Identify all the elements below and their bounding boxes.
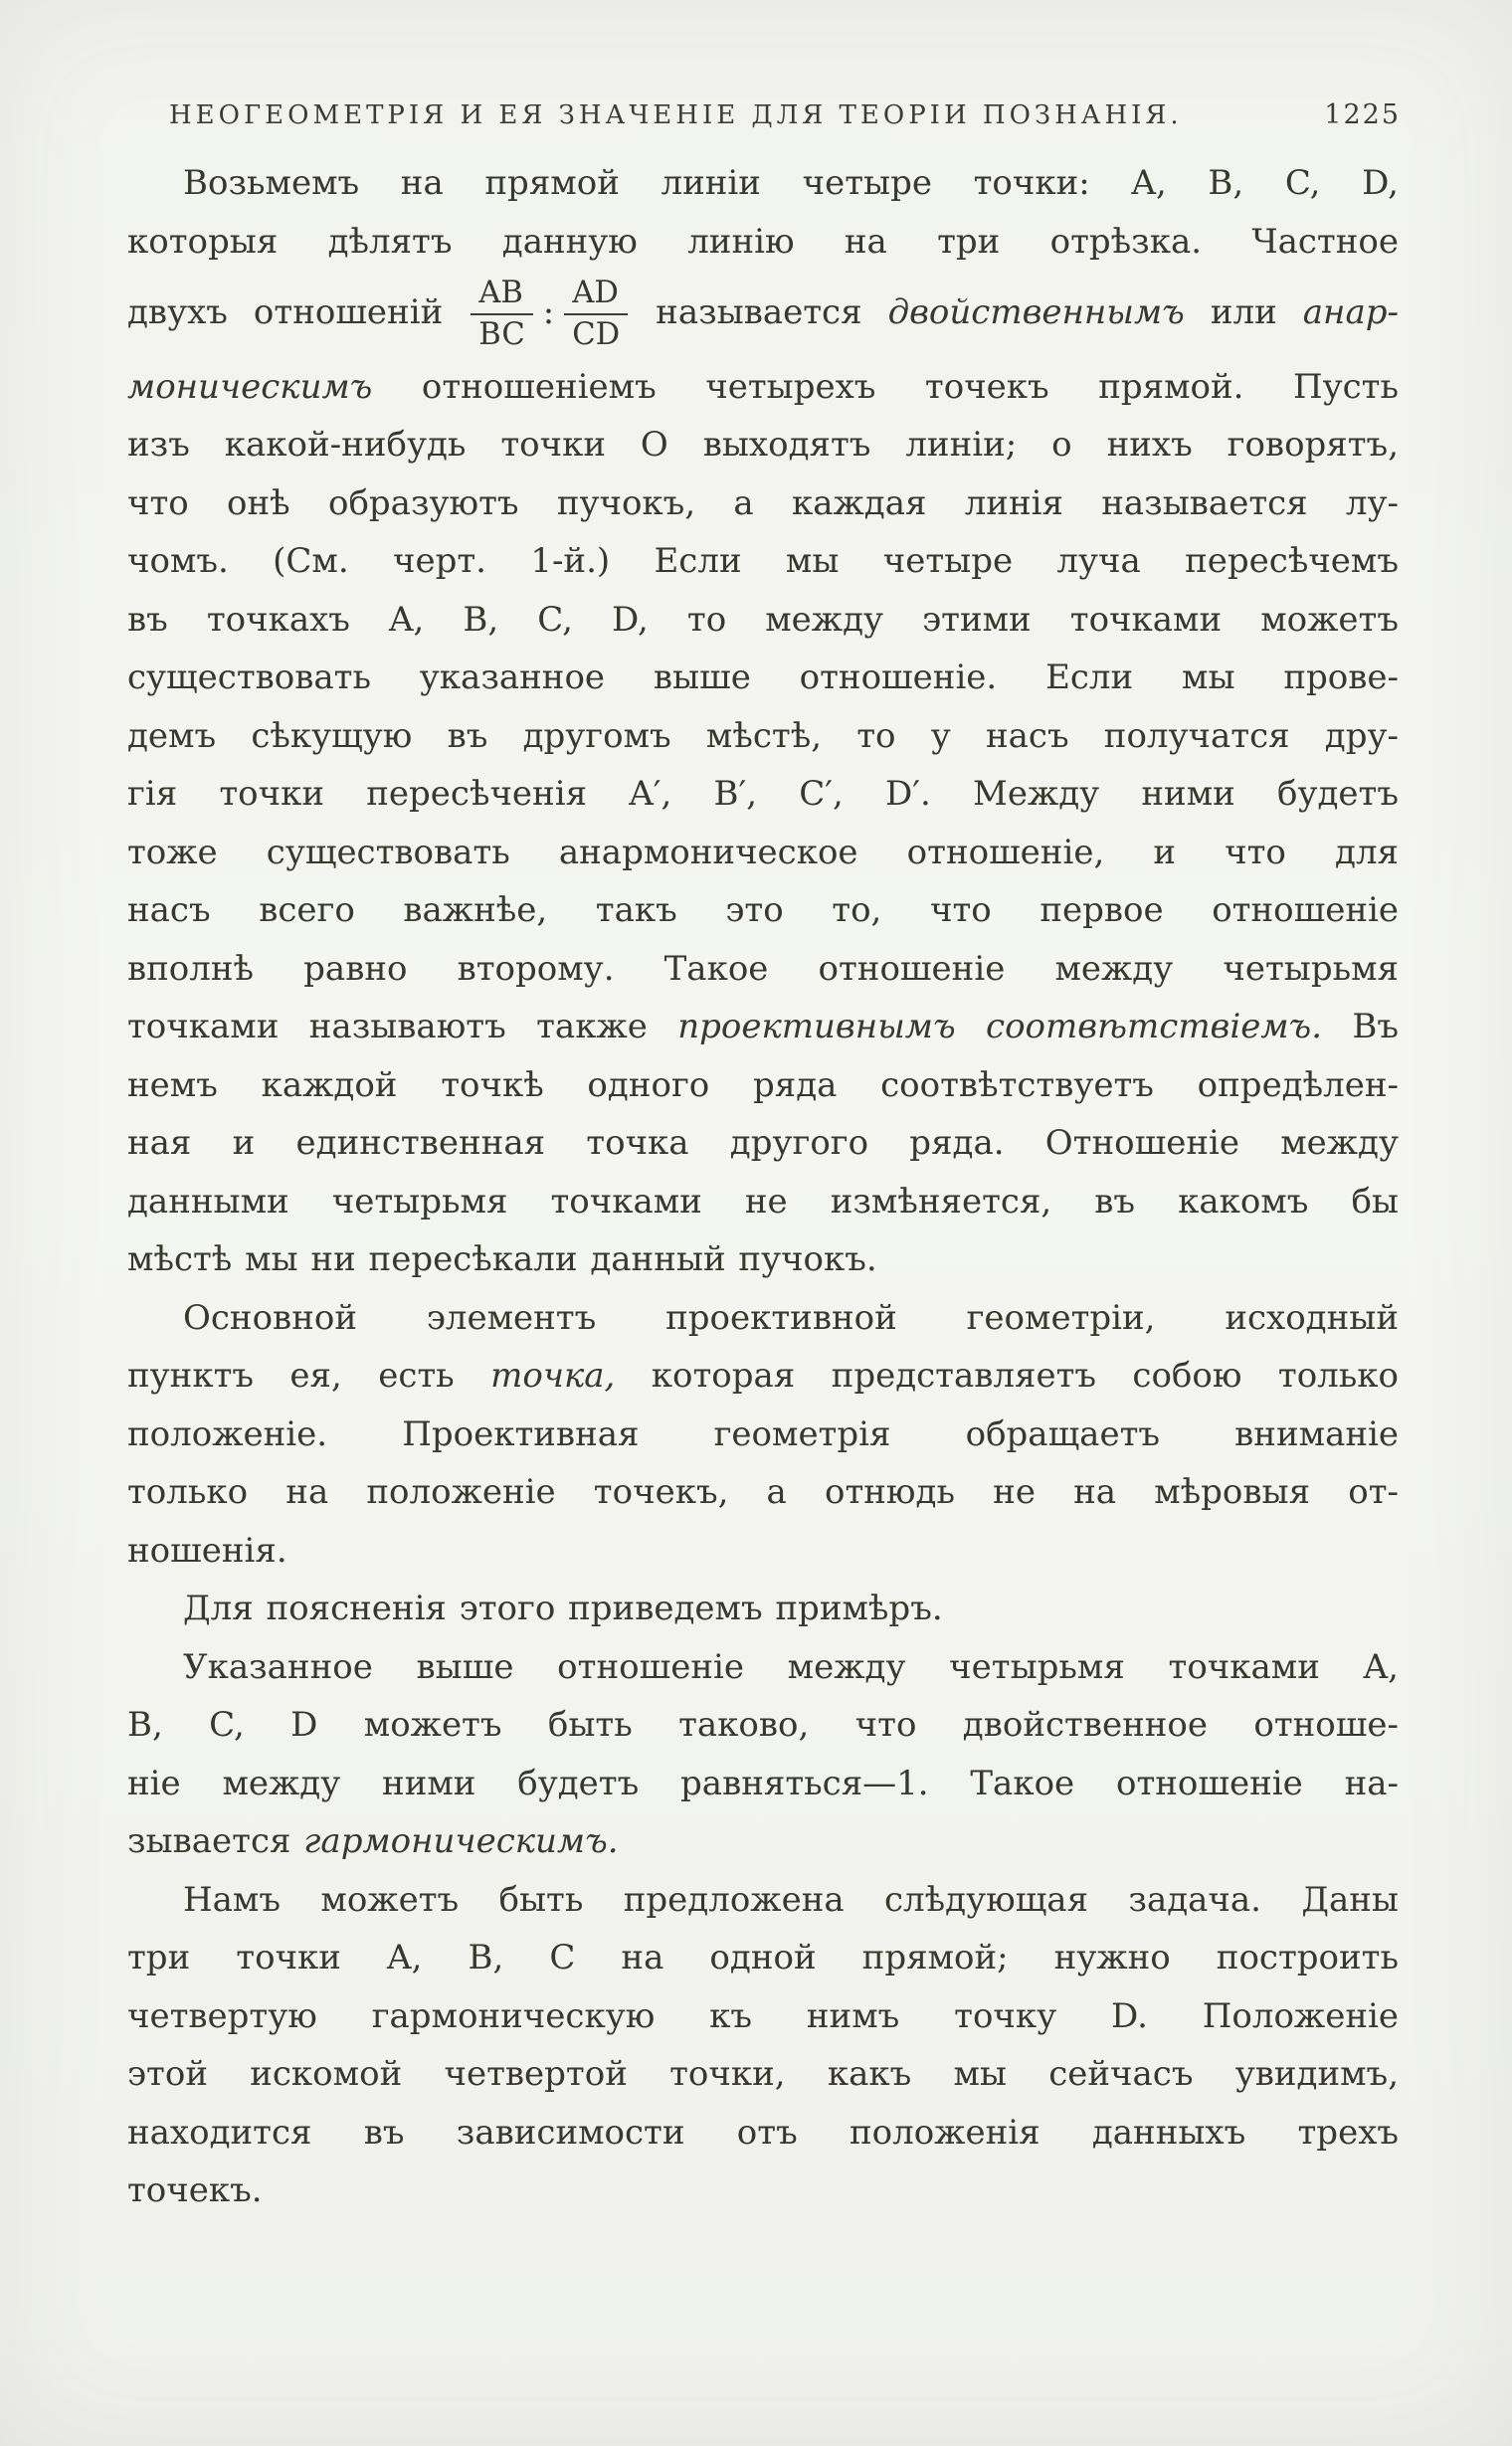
text-segment: пунктъ ея, есть — [127, 1356, 491, 1397]
text-line — [127, 998, 1399, 1056]
text-line: этой искомой четвертой точки, какъ мы сейчасъ увидимъ, — [127, 2054, 1399, 2095]
text-line: находится въ зависимости отъ положенія данныхъ трехъ — [127, 2112, 1399, 2153]
text-line — [127, 1347, 1399, 1406]
text-line: ніе между ними будетъ равняться—1. Такое отношеніе на- — [127, 1763, 1399, 1803]
text-line: тоже существовать анармоническое отношеніе, и что для — [127, 832, 1399, 872]
page-header — [169, 99, 1401, 130]
italic-term: точка, — [490, 1356, 616, 1397]
text-line: Указанное выше отношеніе между четырьмя точками A, — [183, 1646, 1399, 1687]
paragraph — [127, 1580, 1399, 1638]
fraction-ad-cd — [562, 271, 630, 358]
text-line: гія точки пересѣченія A′, B′, C′, D′. Между ними будетъ — [127, 774, 1399, 815]
ratio-colon: : — [542, 291, 555, 332]
text-segment: зывается — [127, 1821, 304, 1862]
fraction-ab-bc — [469, 271, 534, 358]
italic-term: проективнымъ соотвѣтствіемъ. — [677, 1007, 1323, 1047]
text-segment: отношеніемъ четырехъ точекъ прямой. Пусть — [372, 366, 1399, 407]
paragraph — [127, 1638, 1399, 1871]
body-text — [127, 154, 1399, 2220]
text-line — [127, 1812, 1399, 1871]
text-segment: двухъ отношеній — [127, 291, 470, 332]
italic-term: гармоническимъ. — [303, 1821, 619, 1862]
text-line: ная и единственная точка другого ряда. Отношеніе между — [127, 1123, 1399, 1164]
text-line: которыя дѣлятъ данную линію на три отрѣзка. Частное — [127, 221, 1399, 262]
italic-term: анар- — [1302, 291, 1399, 332]
text-line: изъ какой-нибудь точки O выходятъ линіи; о нихъ говорятъ, — [127, 425, 1399, 466]
text-line: B, C, D можетъ быть таково, что двойственное отноше- — [127, 1705, 1399, 1746]
fraction-denominator: CD — [564, 313, 628, 355]
text-segment: или — [1184, 291, 1303, 332]
paragraph — [127, 1871, 1399, 2220]
text-line: Намъ можетъ быть предложена слѣдующая задача. Даны — [183, 1879, 1399, 1920]
page-number: 1225 — [1324, 99, 1401, 130]
text-line: положеніе. Проективная геометрія обращаетъ вниманіе — [127, 1413, 1399, 1454]
text-line: мѣстѣ мы ни пересѣкали данный пучокъ. — [127, 1239, 877, 1280]
text-line: только на положеніе точекъ, а отнюдь не на мѣровыя от- — [127, 1472, 1399, 1513]
text-line: немъ каждой точкѣ одного ряда соотвѣтствуетъ опредѣлен- — [127, 1064, 1399, 1105]
text-line: что онѣ образуютъ пучокъ, а каждая линія называется лу- — [127, 482, 1399, 523]
text-line: вполнѣ равно второму. Такое отношеніе между четырьмя — [127, 948, 1399, 989]
text-line-with-fraction — [127, 271, 1399, 358]
text-segment: называется — [630, 291, 888, 332]
text-line: чомъ. (См. черт. 1-й.) Если мы четыре луча пересѣчемъ — [127, 541, 1399, 582]
text-line: ношенія. — [127, 1530, 287, 1571]
running-title: НЕОГЕОМЕТРІЯ И ЕЯ ЗНАЧЕНІЕ ДЛЯ ТЕОРІИ ПОЗНАНІЯ. — [169, 100, 1183, 130]
fraction-numerator: AD — [572, 276, 619, 310]
text-segment: которая представляетъ собою только — [615, 1356, 1399, 1397]
paragraph — [127, 154, 1399, 1289]
fraction-denominator: BC — [471, 313, 532, 355]
text-line: три точки A, B, C на одной прямой; нужно построить — [127, 1938, 1399, 1978]
paragraph — [127, 1289, 1399, 1581]
text-line: Основной элементъ проективной геометріи, исходный — [183, 1297, 1399, 1338]
text-line: въ точкахъ A, B, C, D, то между этими точками можетъ — [127, 599, 1399, 640]
text-line: Возьмемъ на прямой линіи четыре точки: A, B, C, D, — [183, 163, 1399, 203]
text-line: демъ сѣкущую въ другомъ мѣстѣ, то у насъ получатся дру- — [127, 715, 1399, 756]
text-line: насъ всего важнѣе, такъ это то, что первое отношеніе — [127, 890, 1399, 931]
text-segment: точками называютъ также — [127, 1007, 678, 1047]
italic-term: моническимъ — [127, 366, 373, 407]
text-segment: Въ — [1322, 1007, 1400, 1047]
text-line: точекъ. — [127, 2170, 263, 2211]
fraction-numerator: AB — [478, 276, 523, 310]
italic-term: двойственнымъ — [887, 291, 1185, 332]
text-line: существовать указанное выше отношеніе. Если мы прове- — [127, 658, 1399, 698]
text-line: данными четырьмя точками не измѣняется, въ какомъ бы — [127, 1181, 1399, 1222]
text-line: четвертую гармоническую къ нимъ точку D. Положеніе — [127, 1995, 1399, 2036]
text-line — [127, 358, 1399, 417]
text-line: Для поясненія этого приведемъ примѣръ. — [183, 1589, 943, 1629]
